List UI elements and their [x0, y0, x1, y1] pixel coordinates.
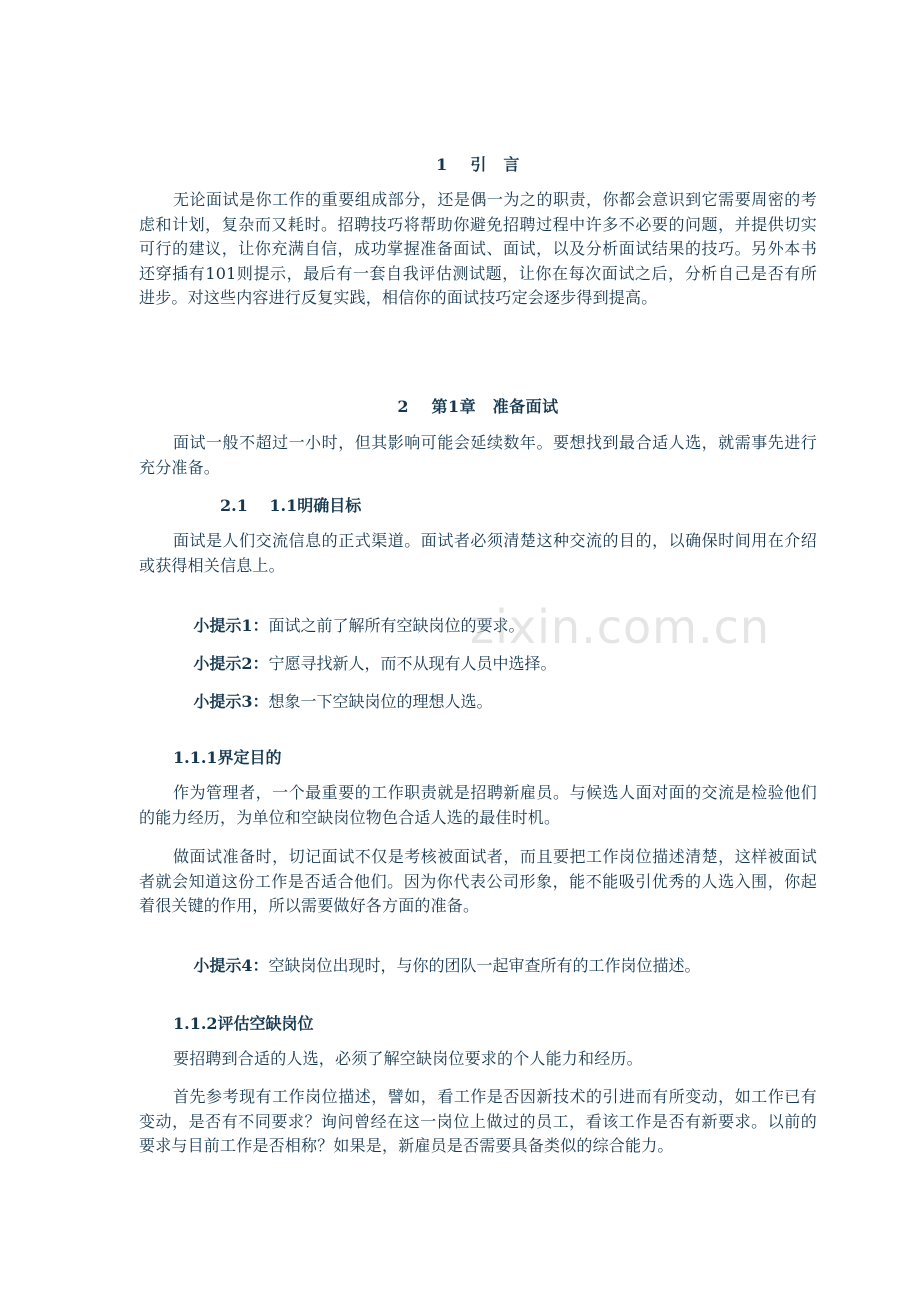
- tip-3: [173, 670, 493, 731]
- sec-1-1-2-paragraph-1: 要招聘到合适的人选，必须了解空缺岗位要求的个人能力和经历。: [173, 1049, 643, 1068]
- sec-1-1-1-paragraph-2: 做面试准备时，切记面试不仅是考核被面试者，而且要把工作岗位描述清楚，这样被面试者就会知道这份工作是否适合他们。因为你代表公司形象，能不能吸引优秀的人选入围，你起着很关键的作用，所以需要做好各方面的准备。: [139, 847, 817, 915]
- tip-label: 小提示4：: [193, 956, 269, 975]
- tip-text: 面试之前了解所有空缺岗位的要求。: [268, 616, 525, 635]
- section-heading-1-1-2: 1.1.2评估空缺岗位: [173, 1014, 314, 1033]
- section-heading-1-1-1: 1.1.1界定目的: [173, 748, 282, 767]
- tip-text: 想象一下空缺岗位的理想人选。: [268, 692, 493, 711]
- tip-text: 空缺岗位出现时，与你的团队一起审查所有的工作岗位描述。: [268, 956, 701, 975]
- intro-paragraph: 无论面试是你工作的重要组成部分，还是偶一为之的职责，你都会意识到它需要周密的考虑和计划，复杂而又耗时。招聘技巧将帮助你避免招聘过程中许多不必要的问题，并提供切实可行的建议，让你充满自信，成功掌握准备面试、面试，以及分析面试结果的技巧。另外本书还穿插有101则提示，最后有一套自我评估测试题，让你在每次面试之后，分析自己是否有所进步。对这些内容进行反复实践，相信你的面试技巧定会逐步得到提高。: [139, 190, 817, 307]
- sec-1-1-1-paragraph-1: 作为管理者，一个最重要的工作职责就是招聘新雇员。与候选人面对面的交流是检验他们的能力经历，为单位和空缺岗位物色合适人选的最佳时机。: [139, 783, 817, 827]
- chapter-heading-1: 2 第1章 准备面试: [397, 397, 559, 416]
- sec-1-1-paragraph: 面试是人们交流信息的正式渠道。面试者必须清楚这种交流的目的，以确保时间用在介绍或获得相关信息上。: [139, 531, 817, 575]
- tip-label: 小提示3：: [193, 692, 269, 711]
- tip-text: 宁愿寻找新人，而不从现有人员中选择。: [268, 654, 557, 673]
- chapter1-paragraph: 面试一般不超过一小时，但其影响可能会延续数年。要想找到最合适人选，就需事先进行充分准备。: [139, 433, 817, 477]
- tip-label: 小提示2：: [193, 654, 269, 673]
- tip-label: 小提示1：: [193, 616, 269, 635]
- section-heading-intro: 1 引 言: [436, 155, 520, 174]
- tip-4: [173, 934, 701, 995]
- sec-1-1-2-paragraph-2: 首先参考现有工作岗位描述，譬如，看工作是否因新技术的引进而有所变动，如工作已有变动，是否有不同要求？询问曾经在这一岗位上做过的员工，看该工作是否有新要求。以前的要求与目前工作是否相称？如果是，新雇员是否需要具备类似的综合能力。: [139, 1087, 817, 1155]
- watermark: zixin.com.cn: [470, 600, 771, 654]
- section-heading-1-1: 2.1 1.1明确目标: [220, 496, 362, 515]
